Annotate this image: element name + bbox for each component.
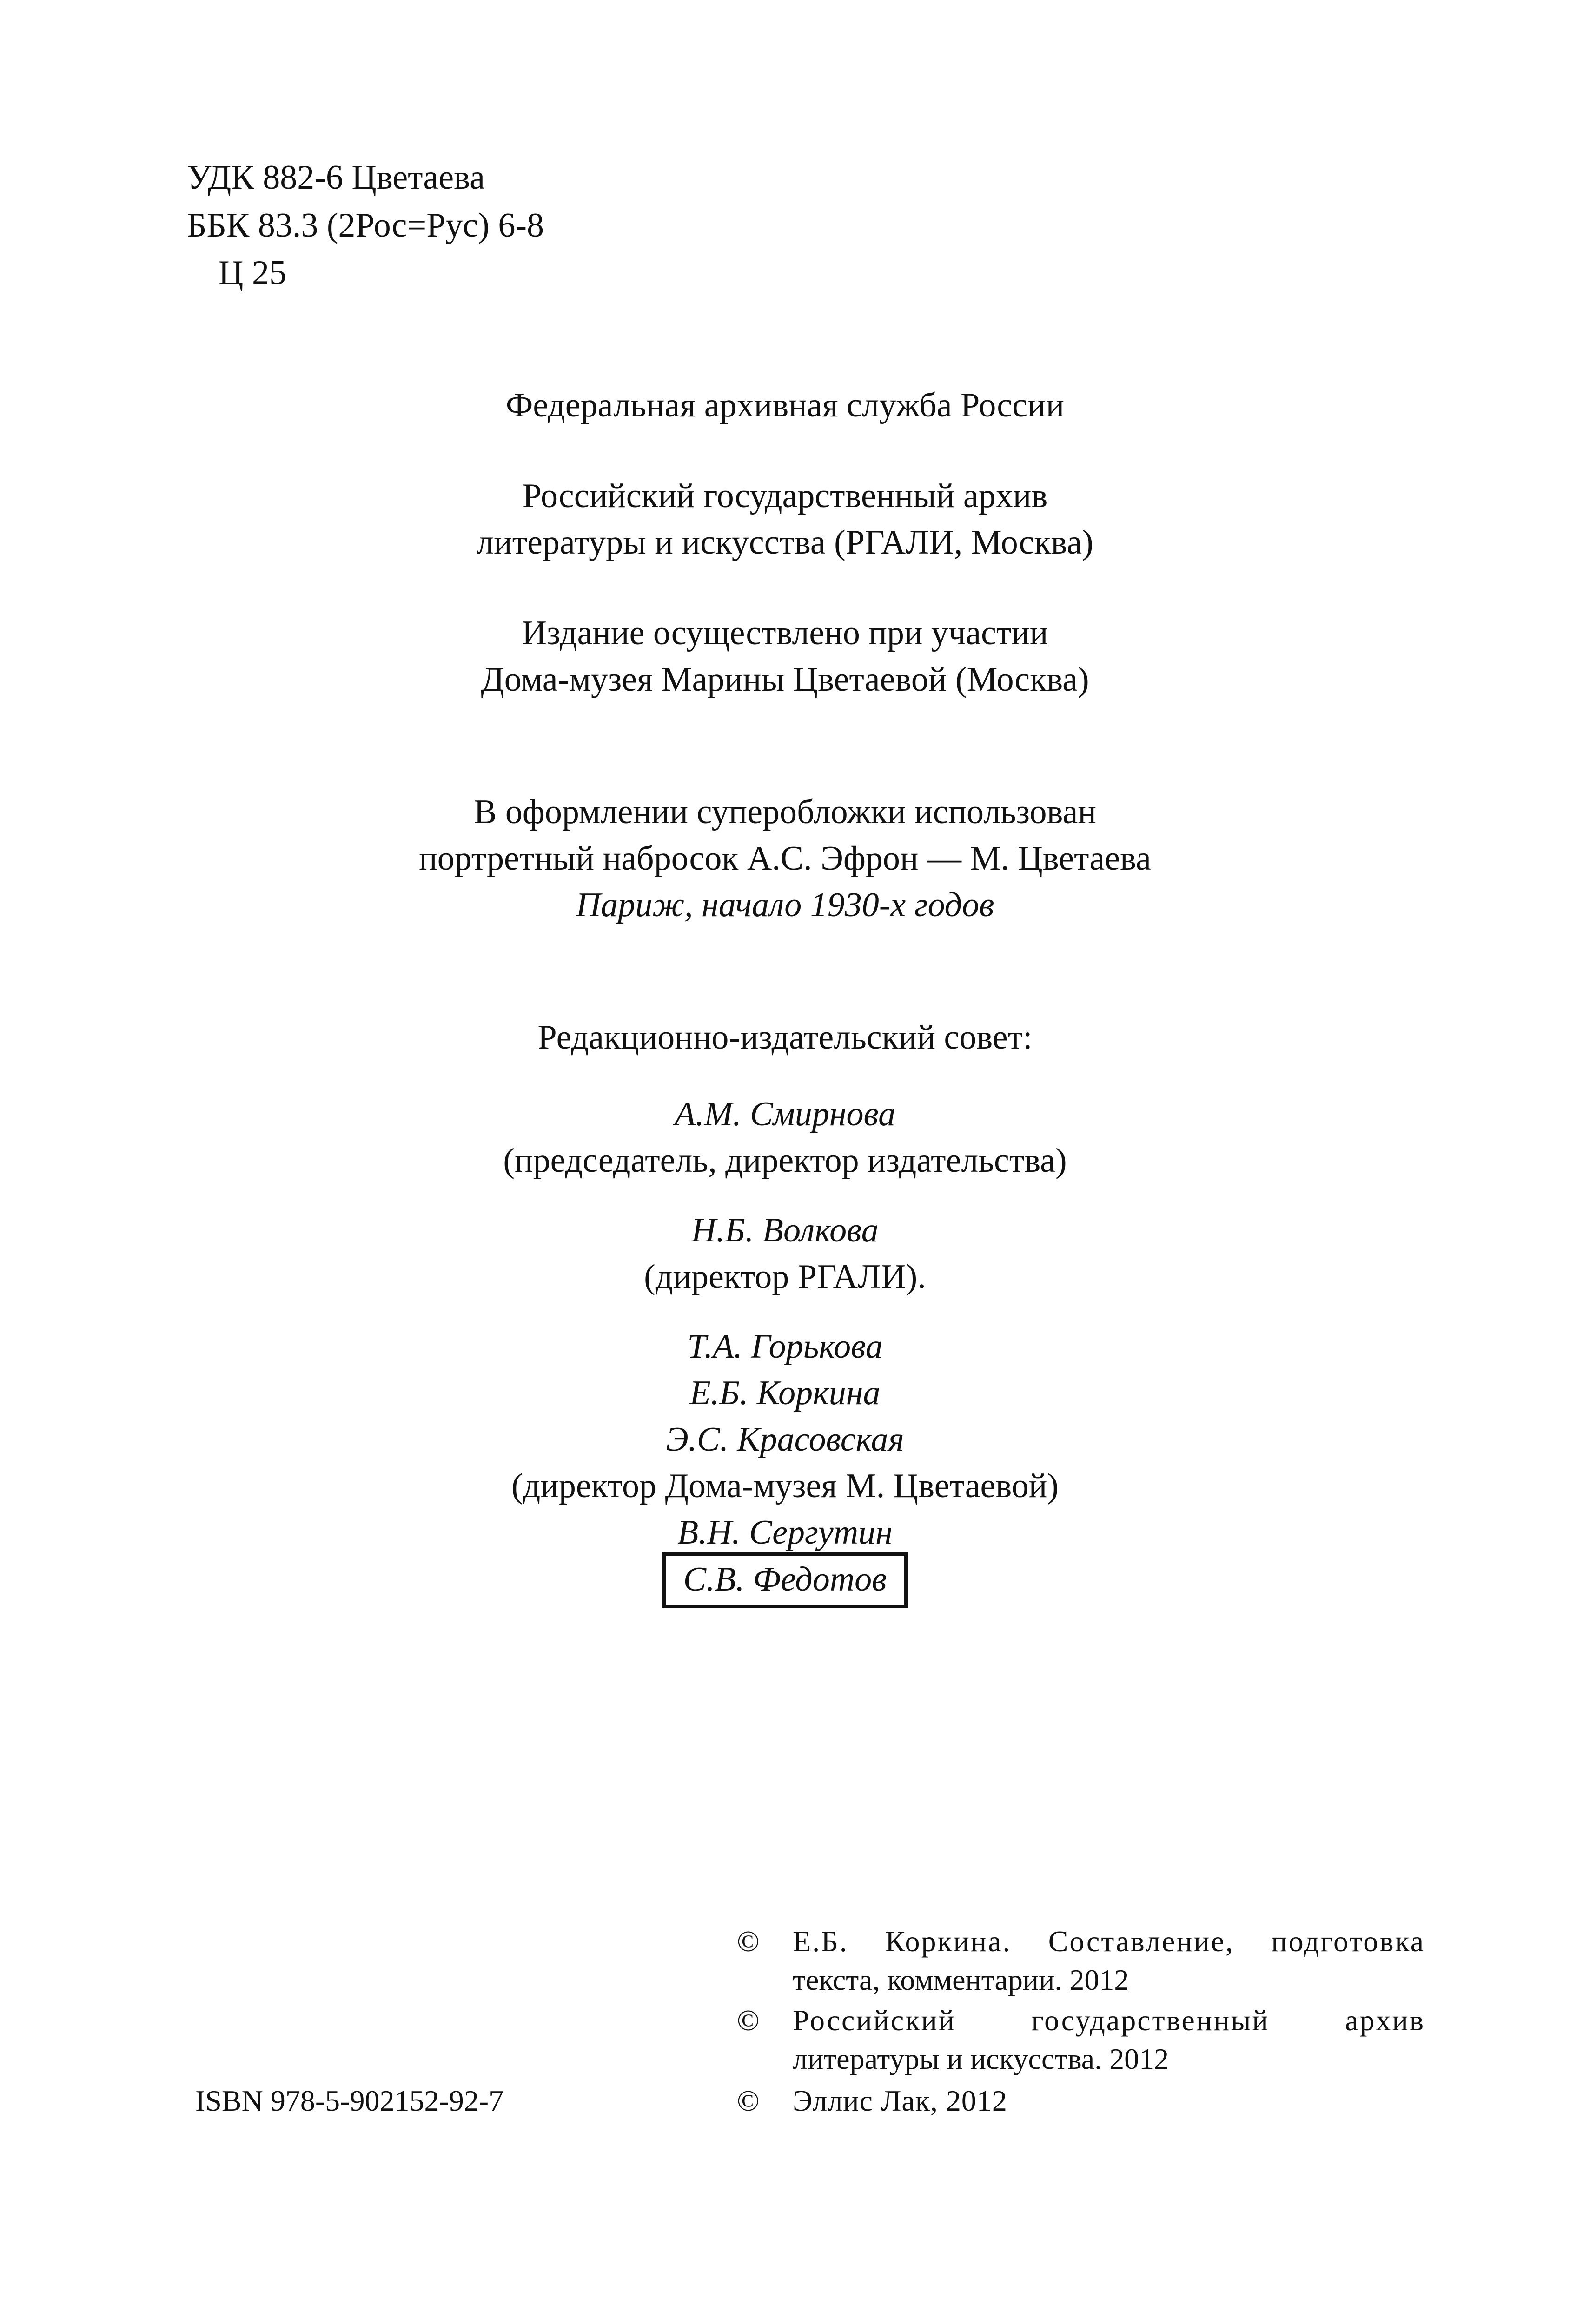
author-mark: Ц 25	[219, 254, 286, 292]
council-member-framed	[0, 1552, 1570, 1608]
copyright-entry-text: Е.Б. Коркина. Составление, подготовка	[793, 1925, 1425, 1958]
council-member-name-framed: С.В. Федотов	[662, 1552, 908, 1608]
udk-code: УДК 882-6 Цветаева	[187, 158, 485, 197]
cover-note-line2: портретный набросок А.С. Эфрон — М. Цветаева	[419, 839, 1151, 878]
archive-name-line2: литературы и искусства (РГАЛИ, Москва)	[477, 523, 1093, 561]
copyright-symbol: ©	[737, 2084, 760, 2117]
isbn: ISBN 978-5-902152-92-7	[195, 2084, 504, 2117]
council-member-name: Н.Б. Волкова	[691, 1211, 879, 1249]
copyright-entry-continuation: литературы и искусства. 2012	[793, 2042, 1169, 2075]
copyright-entry-continuation: текста, комментарии. 2012	[793, 1963, 1129, 1996]
council-member-name: В.Н. Сергутин	[677, 1513, 893, 1552]
federal-archive-service: Федеральная архивная служба России	[505, 386, 1065, 424]
cover-note-line1: В оформлении суперобложки использован	[474, 793, 1096, 831]
council-member-name: Т.А. Горькова	[687, 1327, 883, 1366]
council-member-role: (директор РГАЛИ).	[644, 1258, 926, 1296]
copyright-symbol: ©	[737, 2004, 760, 2037]
council-heading: Редакционно-издательский совет:	[537, 1018, 1033, 1056]
participation-line1: Издание осуществлено при участии	[522, 614, 1048, 652]
participation-line2: Дома-музея Марины Цветаевой (Москва)	[481, 660, 1089, 699]
council-member-name: А.М. Смирнова	[674, 1095, 896, 1133]
copyright-symbol: ©	[737, 1925, 760, 1958]
cover-note-line3: Париж, начало 1930-х годов	[576, 886, 994, 924]
council-member-role: (директор Дома-музея М. Цветаевой)	[511, 1467, 1059, 1505]
bbk-code: ББК 83.3 (2Рос=Рус) 6-8	[187, 206, 544, 244]
copyright-entry-text: Российский государственный архив	[793, 2004, 1425, 2037]
council-member-name: Е.Б. Коркина	[689, 1374, 881, 1412]
archive-name-line1: Российский государственный архив	[522, 477, 1048, 515]
council-member-role: (председатель, директор издательства)	[503, 1142, 1067, 1180]
council-member-name: Э.С. Красовская	[666, 1420, 904, 1459]
copyright-entry-text: Эллис Лак, 2012	[793, 2084, 1007, 2117]
